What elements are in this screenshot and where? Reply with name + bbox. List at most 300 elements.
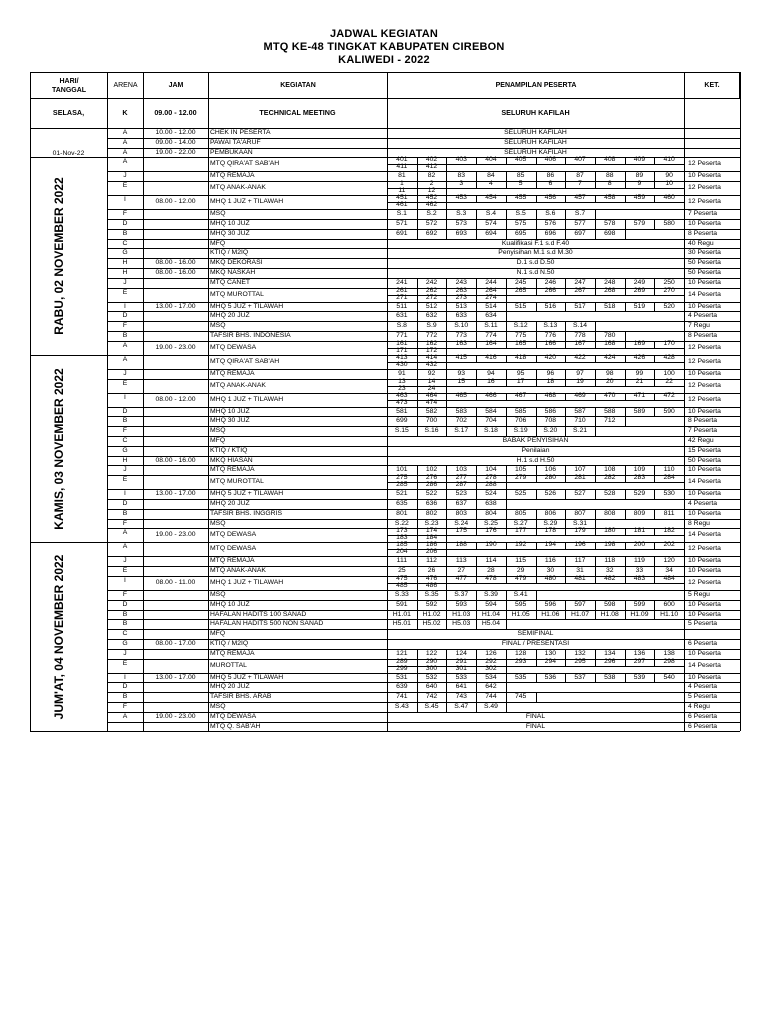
kegiatan-cell: KTIQ / M2IQ — [210, 249, 249, 257]
participant-number: S.22 — [394, 519, 409, 527]
participant-number: 635 — [396, 499, 408, 507]
ket-cell: 50 Peserta — [688, 268, 721, 276]
participant-number: S.4 — [485, 210, 497, 218]
ket-cell: 10 Peserta — [688, 490, 721, 498]
participant-number: 138 — [663, 649, 675, 657]
participant-number: 298 — [663, 657, 675, 665]
kegiatan-cell: MKQ DEKORASI — [210, 259, 263, 267]
ket-cell: 6 Peserta — [688, 722, 718, 730]
kegiatan-cell: MTQ REMAJA — [210, 369, 255, 377]
jam-cell: 08.00 - 17.00 — [155, 639, 196, 647]
participant-number: 114 — [485, 557, 497, 565]
participant-number: 477 — [455, 575, 467, 582]
row-divider — [387, 386, 684, 387]
ket-cell: 10 Peserta — [688, 407, 721, 415]
arena-cell: I — [124, 490, 126, 498]
arena-cell: A — [122, 712, 128, 720]
participant-number: 192 — [514, 541, 527, 549]
participant-number: 170 — [663, 339, 675, 347]
participant-number: 480 — [544, 575, 557, 582]
participant-number: 166 — [544, 339, 557, 347]
participant-number: 525 — [514, 490, 527, 498]
participant-number: 528 — [604, 490, 616, 498]
kegiatan-cell: HAFALAN HADITS 500 NON SANAD — [210, 620, 324, 628]
kegiatan-cell: MTQ DEWASA — [210, 712, 257, 720]
arena-cell: A — [122, 529, 128, 537]
participant-number: 404 — [485, 156, 497, 164]
participant-number: S.49 — [483, 702, 498, 710]
participant-number: 171 — [396, 346, 408, 354]
participant-number: 772 — [425, 331, 438, 339]
row-divider — [387, 482, 684, 483]
participant-number: 6 — [548, 180, 553, 188]
participant-number: H1.09 — [630, 610, 649, 618]
participant-number: 26 — [427, 567, 436, 575]
penampilan-span: N.1 s.d N.50 — [516, 268, 555, 276]
column-divider — [446, 583, 447, 590]
penampilan-cell: SELURUH KAFILAH — [504, 128, 567, 136]
participant-number: 413 — [396, 353, 408, 361]
participant-number: H1.10 — [660, 610, 679, 618]
participant-number: S.5 — [515, 210, 526, 218]
participant-number: 188 — [455, 541, 467, 549]
participant-number: 242 — [425, 278, 438, 286]
kegiatan-cell: MHQ 1 JUZ + TILAWAH — [210, 395, 284, 403]
participant-number: S.20 — [543, 427, 558, 435]
column-divider — [625, 416, 626, 426]
jam-cell: 19.00 - 22.00 — [155, 148, 196, 156]
participant-number: 9 — [637, 180, 642, 188]
participant-number: 591 — [396, 600, 408, 608]
participant-number: 12 — [427, 187, 436, 195]
participant-number: 585 — [514, 407, 527, 415]
participant-number: 15 — [457, 377, 466, 385]
column-divider — [506, 295, 507, 302]
participant-number: 430 — [396, 360, 408, 368]
participant-number: 13 — [398, 377, 406, 385]
participant-number: 633 — [455, 312, 467, 320]
kegiatan-cell: MTQ ANAK-ANAK — [210, 567, 266, 575]
participant-number: 587 — [574, 407, 586, 415]
participant-number: 17 — [516, 377, 525, 385]
ket-cell: 10 Peserta — [688, 219, 721, 227]
participant-number: S.21 — [573, 427, 588, 435]
participant-number: 271 — [396, 293, 408, 301]
header-jam: JAM — [143, 72, 209, 99]
column-divider — [595, 321, 596, 331]
participant-number: 484 — [663, 575, 675, 582]
participant-number: 104 — [485, 466, 497, 474]
arena-cell: A — [122, 128, 128, 136]
participant-number: 804 — [485, 509, 497, 517]
arena-cell: E — [122, 182, 128, 190]
participant-number: H1.08 — [600, 610, 619, 618]
participant-number: S.2 — [426, 210, 437, 218]
participant-number: 742 — [425, 693, 438, 701]
participant-number: 116 — [544, 557, 556, 565]
participant-number: 100 — [663, 369, 675, 377]
participant-number: 584 — [485, 407, 497, 415]
row-divider — [30, 157, 107, 158]
participant-number: 456 — [544, 194, 557, 202]
arena-cell: C — [122, 436, 128, 444]
arena-cell: J — [123, 466, 127, 474]
ket-cell: 8 Regu — [688, 519, 710, 527]
participant-number: 594 — [485, 600, 497, 608]
participant-number: 704 — [485, 417, 497, 425]
ket-cell: 14 Peserta — [688, 531, 721, 539]
day-label: 01-Nov-22 — [52, 149, 85, 157]
kegiatan-cell: MTQ DEWASA — [210, 343, 257, 351]
participant-number: S.41 — [513, 590, 528, 598]
participant-number: 241 — [396, 278, 408, 286]
ket-cell: 4 Peserta — [688, 499, 718, 507]
participant-number: 162 — [425, 339, 438, 347]
participant-number: 405 — [514, 156, 527, 164]
participant-number: 85 — [516, 172, 525, 180]
header-ket: KET. — [684, 72, 740, 99]
ket-cell: 12 Peserta — [688, 545, 721, 553]
participant-number: 486 — [425, 582, 438, 589]
ket-cell: 12 Peserta — [688, 160, 721, 168]
participant-number: 115 — [515, 557, 527, 565]
participant-number: 132 — [574, 649, 586, 657]
participant-number: S.3 — [456, 210, 467, 218]
participant-number: 99 — [635, 369, 644, 377]
kegiatan-cell: TAFSIR BHS. INDONESIA — [210, 331, 291, 339]
participant-number: 267 — [574, 286, 586, 294]
participant-number: 280 — [544, 474, 557, 482]
jam-cell: 13.00 - 17.00 — [155, 302, 196, 310]
jam-cell: 09.00 - 14.00 — [155, 138, 196, 146]
participant-number: 641 — [455, 683, 467, 691]
participant-number: 773 — [455, 331, 467, 339]
participant-number: 700 — [425, 417, 438, 425]
participant-number: H5.04 — [481, 620, 500, 628]
participant-number: 245 — [514, 278, 527, 286]
kegiatan-cell: MSQ — [210, 427, 226, 435]
participant-number: 406 — [544, 156, 557, 164]
participant-number: 134 — [604, 649, 616, 657]
participant-number: 518 — [604, 302, 616, 310]
jam-cell: 13.00 - 17.00 — [155, 673, 196, 681]
participant-number: 468 — [544, 391, 557, 399]
arena-cell: I — [124, 393, 126, 401]
row-divider — [30, 731, 740, 732]
arena-cell: A — [122, 355, 128, 363]
kegiatan-cell: MKQ HIASAN — [210, 456, 253, 464]
kegiatan-cell: MHQ 1 JUZ + TILAWAH — [210, 198, 284, 206]
participant-number: 485 — [396, 582, 408, 589]
penampilan-cell: SELURUH KAFILAH — [504, 148, 567, 156]
ket-cell: 10 Peserta — [688, 278, 721, 286]
kegiatan-cell: MSQ — [210, 519, 226, 527]
participant-number: S.1 — [396, 210, 407, 218]
participant-number: 460 — [663, 194, 675, 202]
jam-cell: 08.00 - 16.00 — [155, 268, 196, 276]
participant-number: 638 — [485, 499, 497, 507]
participant-number: 519 — [633, 302, 646, 310]
kegiatan-cell: MFQ — [210, 630, 226, 638]
ket-cell: 5 Peserta — [688, 620, 718, 628]
participant-number: 98 — [605, 369, 614, 377]
day-label: RABU, 02 NOVEMBER 2022 — [51, 177, 66, 335]
ket-cell: 10 Peserta — [688, 600, 721, 608]
participant-number: 117 — [574, 557, 586, 565]
column-divider — [536, 590, 537, 600]
participant-number: 412 — [425, 163, 438, 171]
ket-cell: 10 Peserta — [688, 673, 721, 681]
ket-cell: 42 Regu — [688, 436, 714, 444]
participant-number: 474 — [425, 398, 438, 406]
arena-cell: B — [122, 693, 128, 701]
participant-number: H5.01 — [392, 620, 411, 628]
participant-number: 415 — [455, 353, 467, 361]
participant-number: 111 — [396, 557, 408, 565]
arena-cell: D — [122, 312, 128, 320]
participant-number: 177 — [514, 527, 527, 535]
participant-number: 598 — [604, 600, 616, 608]
kegiatan-cell: MTQ Q. SAB'AH — [210, 722, 261, 730]
participant-number: 422 — [574, 353, 586, 361]
arena-cell: F — [122, 322, 128, 330]
participant-number: 293 — [514, 657, 527, 665]
arena-cell: B — [122, 229, 128, 237]
kegiatan-cell: TECHNICAL MEETING — [259, 108, 336, 117]
participant-number: 532 — [425, 673, 438, 681]
participant-number: 22 — [665, 377, 673, 385]
participant-number: 694 — [485, 229, 497, 237]
kegiatan-cell: CHEK IN PESERTA — [210, 128, 271, 136]
participant-number: 745 — [514, 693, 527, 701]
participant-number: 185 — [396, 541, 408, 549]
participant-number: 464 — [425, 391, 438, 399]
participant-number: 636 — [425, 499, 438, 507]
participant-number: 579 — [633, 219, 646, 227]
participant-number: 30 — [546, 567, 555, 575]
participant-number: 272 — [425, 293, 438, 301]
participant-number: 284 — [663, 474, 675, 482]
arena-cell: J — [123, 649, 127, 657]
participant-number: 693 — [455, 229, 467, 237]
participant-number: 178 — [544, 527, 557, 535]
participant-number: 469 — [574, 391, 586, 399]
participant-number: 87 — [576, 172, 584, 180]
arena-cell: D — [122, 600, 128, 608]
participant-number: 515 — [514, 302, 527, 310]
participant-number: 190 — [485, 541, 497, 549]
column-divider — [446, 202, 447, 209]
kegiatan-cell: MHQ 20 JUZ — [210, 499, 250, 507]
participant-number: 472 — [663, 391, 675, 399]
header-kegiatan: KEGIATAN — [208, 72, 388, 99]
participant-number: 96 — [546, 369, 555, 377]
arena-cell: G — [122, 639, 128, 647]
participant-number: 530 — [663, 490, 675, 498]
ket-cell: 12 Peserta — [688, 357, 721, 365]
arena-cell: K — [122, 108, 128, 117]
participant-number: 265 — [514, 286, 527, 294]
penampilan-span: H.1 s.d H.50 — [516, 456, 555, 464]
participant-number: 574 — [485, 219, 497, 227]
participant-number: 88 — [605, 172, 614, 180]
penampilan-cell: SELURUH KAFILAH — [504, 138, 567, 146]
column-divider — [506, 666, 507, 673]
participant-number: 112 — [426, 557, 437, 565]
arena-cell: F — [122, 427, 128, 435]
participant-number: H1.07 — [570, 610, 590, 618]
arena-cell: D — [122, 219, 128, 227]
jam-cell: 19.00 - 23.00 — [155, 712, 196, 720]
participant-number: 292 — [485, 657, 497, 665]
participant-number: S.35 — [424, 590, 439, 598]
participant-number: S.23 — [424, 519, 439, 527]
kegiatan-cell: MHQ 30 JUZ — [210, 417, 250, 425]
participant-number: 535 — [514, 673, 527, 681]
participant-number: 175 — [455, 527, 467, 535]
participant-number: 295 — [574, 657, 586, 665]
participant-number: 269 — [633, 286, 646, 294]
arena-cell: E — [122, 567, 128, 575]
arena-cell: I — [124, 196, 126, 204]
participant-number: 536 — [544, 673, 557, 681]
kegiatan-cell: MTQ DEWASA — [210, 531, 257, 539]
participant-number: H5.03 — [452, 620, 471, 628]
participant-number: 411 — [396, 163, 408, 171]
participant-number: 452 — [425, 194, 438, 202]
participant-number: 708 — [544, 417, 557, 425]
participant-number: 287 — [455, 481, 467, 489]
participant-number: 21 — [635, 377, 644, 385]
participant-number: 194 — [544, 541, 557, 549]
row-divider — [387, 549, 684, 550]
participant-number: 263 — [455, 286, 467, 294]
arena-cell: A — [122, 138, 128, 146]
participant-number: 264 — [485, 286, 497, 294]
ket-cell: 12 Peserta — [688, 343, 721, 351]
ket-cell: 10 Peserta — [688, 172, 721, 180]
participant-number: 586 — [544, 407, 557, 415]
kegiatan-cell: MTQ REMAJA — [210, 649, 255, 657]
participant-number: 706 — [514, 417, 527, 425]
participant-number: 16 — [487, 377, 495, 385]
row-divider — [30, 98, 740, 99]
participant-number: 409 — [633, 156, 646, 164]
participant-number: 410 — [663, 156, 675, 164]
participant-number: 476 — [425, 575, 438, 582]
participant-number: 597 — [574, 600, 586, 608]
participant-number: 23 — [398, 384, 406, 392]
participant-number: 523 — [455, 490, 467, 498]
participant-number: 91 — [398, 369, 406, 377]
participant-number: 262 — [425, 286, 438, 294]
row-divider — [387, 362, 684, 363]
participant-number: 179 — [574, 527, 586, 535]
participant-number: 34 — [665, 567, 673, 575]
kegiatan-cell: MHQ 10 JUZ — [210, 600, 250, 608]
kegiatan-cell: MUROTTAL — [210, 661, 247, 669]
participant-number: 453 — [455, 194, 467, 202]
participant-number: S.17 — [454, 427, 469, 435]
column-divider — [506, 702, 507, 712]
participant-number: 108 — [604, 466, 616, 474]
participant-number: H1.06 — [541, 610, 560, 618]
doc-subtitle: MTQ KE-48 TINGKAT KABUPATEN CIREBON — [263, 41, 505, 53]
arena-cell: E — [122, 659, 128, 667]
participant-number: S.39 — [483, 590, 498, 598]
participant-number: 89 — [635, 172, 644, 180]
participant-number: 454 — [485, 194, 497, 202]
participant-number: 455 — [514, 194, 527, 202]
participant-number: 596 — [544, 600, 557, 608]
participant-number: H1.03 — [452, 610, 471, 618]
column-divider — [536, 692, 537, 702]
ket-cell: 10 Peserta — [688, 610, 721, 618]
participant-number: 286 — [425, 481, 438, 489]
participant-number: 520 — [663, 302, 675, 310]
participant-number: 692 — [425, 229, 438, 237]
participant-number: 775 — [514, 331, 527, 339]
participant-number: 97 — [576, 369, 584, 377]
participant-number: 741 — [396, 693, 408, 701]
participant-number: 482 — [604, 575, 616, 582]
jam-cell: 08.00 - 12.00 — [155, 198, 196, 206]
participant-number: S.7 — [574, 210, 586, 218]
participant-number: 513 — [455, 302, 467, 310]
participant-number: 632 — [425, 312, 438, 320]
jam-cell: 08.00 - 16.00 — [155, 456, 196, 464]
participant-number: 537 — [574, 673, 586, 681]
participant-number: 31 — [576, 567, 584, 575]
kegiatan-cell: PEMBUKAAN — [210, 148, 253, 156]
row-divider — [387, 400, 684, 401]
column-divider — [208, 72, 209, 731]
arena-cell: I — [124, 577, 126, 584]
participant-number: 521 — [396, 490, 408, 498]
kegiatan-cell: MSQ — [210, 590, 226, 598]
arena-cell: B — [122, 331, 128, 339]
participant-number: 124 — [455, 649, 467, 657]
arena-cell: J — [123, 369, 127, 377]
ket-cell: 40 Regu — [688, 239, 714, 247]
jam-cell: 10.00 - 12.00 — [155, 128, 196, 136]
participant-number: 102 — [425, 466, 438, 474]
participant-number: 463 — [396, 391, 408, 399]
participant-number: S.29 — [543, 519, 558, 527]
column-divider — [684, 72, 685, 731]
arena-cell: C — [122, 630, 128, 638]
ket-cell: 7 Peserta — [688, 427, 718, 435]
kegiatan-cell: MFQ — [210, 239, 226, 247]
participant-number: 113 — [455, 557, 467, 565]
row-divider — [387, 295, 684, 296]
participant-number: 695 — [514, 229, 527, 237]
kegiatan-cell: MSQ — [210, 702, 226, 710]
participant-number: 582 — [425, 407, 438, 415]
row-divider — [387, 666, 684, 667]
column-divider — [143, 72, 144, 731]
column-divider — [625, 229, 626, 239]
participant-number: 27 — [457, 567, 466, 575]
kegiatan-cell: TAFSIR BHS. ARAB — [210, 693, 272, 701]
ket-cell: 10 Peserta — [688, 649, 721, 657]
ket-cell: 14 Peserta — [688, 661, 721, 669]
participant-number: 631 — [396, 312, 408, 320]
participant-number: S.47 — [454, 702, 469, 710]
ket-cell: 30 Peserta — [688, 249, 721, 257]
participant-number: S.15 — [394, 427, 409, 435]
participant-number: H1.04 — [481, 610, 500, 618]
